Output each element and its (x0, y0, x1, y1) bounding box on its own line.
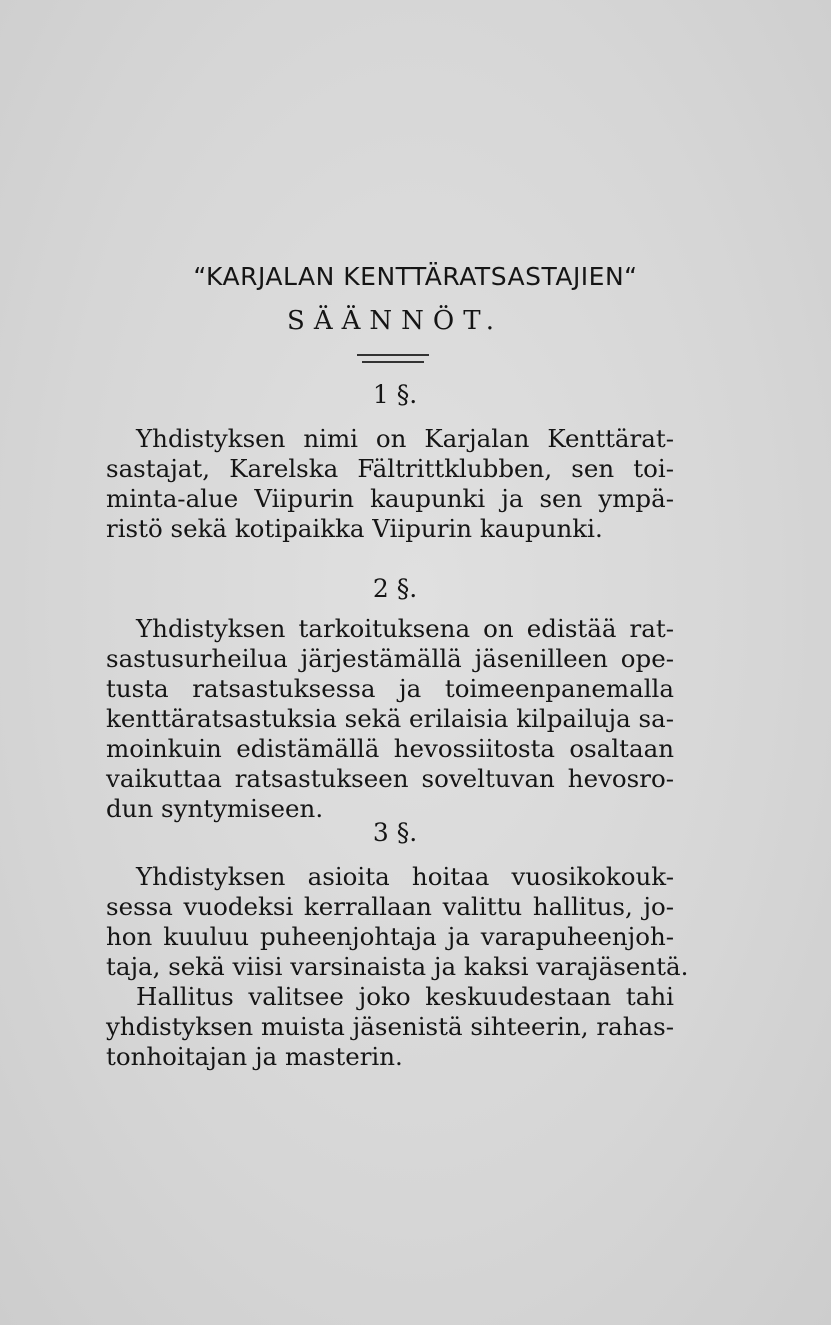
section-2-line: vaikuttaa ratsastukseen soveltuvan hevosro- (106, 764, 674, 793)
section-1-line: ristö sekä kotipaikka Viipurin kaupunki. (106, 514, 603, 543)
section-3-line: taja, sekä viisi varsinaista ja kaksi varajäsentä. (106, 952, 689, 981)
section-1-line: Yhdistyksen nimi on Karjalan Kenttärat- (136, 424, 674, 453)
section-2-line: moinkuin edistämällä hevossiitosta osaltaan (106, 734, 674, 763)
title-divider-lower (362, 361, 424, 363)
section-2-line: Yhdistyksen tarkoituksena on edistää rat- (136, 614, 674, 643)
section-3-line: tonhoitajan ja masterin. (106, 1042, 403, 1071)
section-3-paragraph (106, 862, 689, 1072)
section-2-paragraph (106, 614, 674, 824)
section-2-line: tusta ratsastuksessa ja toimeenpanemalla (106, 674, 674, 703)
section-1-line: sastajat, Karelska Fältrittklubben, sen toi- (106, 454, 674, 483)
title-divider (357, 354, 429, 356)
section-3-heading: 3 §. (372, 818, 418, 847)
section-3-line: hon kuuluu puheenjohtaja ja varapuheenjoh- (106, 922, 674, 951)
section-1-paragraph (106, 424, 674, 544)
section-1-line: minta-alue Viipurin kaupunki ja sen ympä- (106, 484, 674, 513)
section-3-line: Hallitus valitsee joko keskuudestaan tahi (136, 982, 674, 1011)
document-title: “KARJALAN KENTTÄRATSASTAJIEN“ (193, 262, 638, 291)
section-3-line: sessa vuodeksi kerrallaan valittu hallitus, jo- (106, 892, 674, 921)
section-2-line: sastusurheilua järjestämällä jäsenilleen ope- (106, 644, 674, 673)
section-3-line: yhdistyksen muista jäsenistä sihteerin, rahas- (106, 1012, 674, 1041)
section-3-line: Yhdistyksen asioita hoitaa vuosikokouk- (136, 862, 674, 891)
document-subtitle: SÄÄNNÖT. (287, 306, 503, 336)
section-2-line: dun syntymiseen. (106, 794, 324, 823)
section-2-line: kenttäratsastuksia sekä erilaisia kilpailuja sa- (106, 704, 674, 733)
section-1-heading: 1 §. (372, 380, 418, 409)
section-2-heading: 2 §. (372, 574, 418, 603)
